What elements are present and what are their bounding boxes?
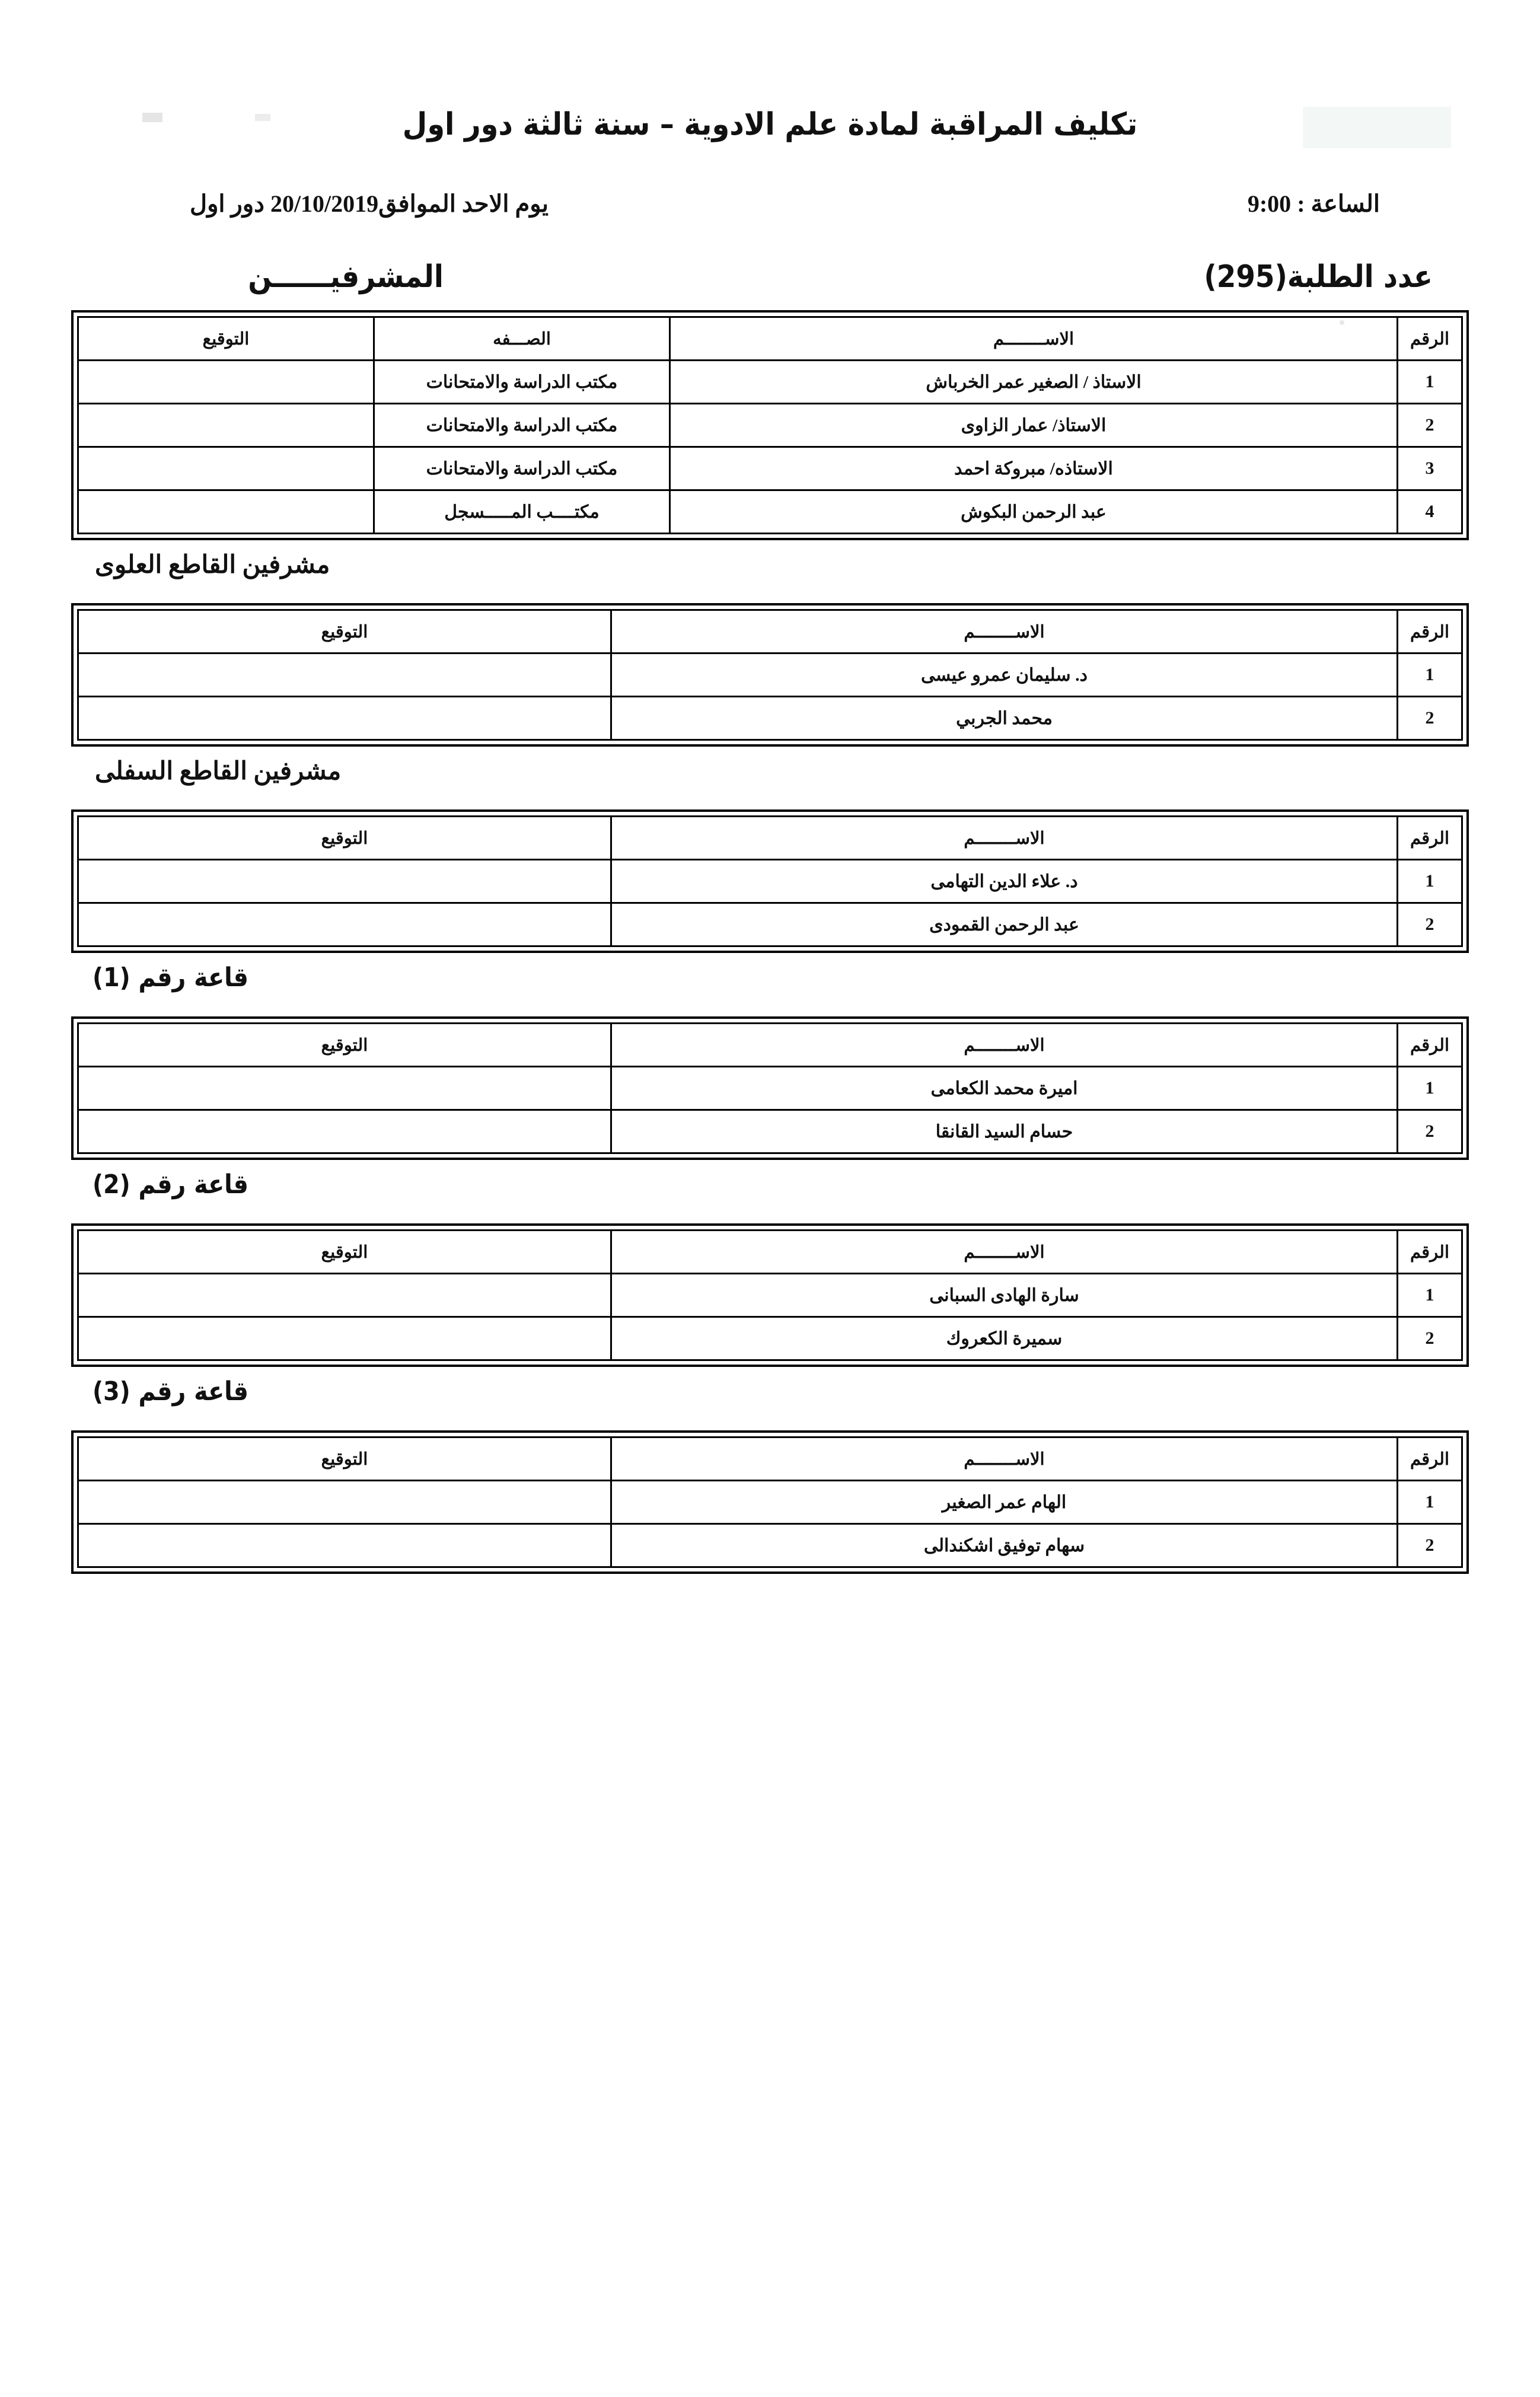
table-block-main-supervisors <box>71 310 1469 579</box>
table-row <box>78 903 1462 946</box>
document-page <box>0 107 1540 2397</box>
cell-signature[interactable] <box>78 1524 611 1567</box>
cell-signature[interactable] <box>78 1274 611 1317</box>
col-header-name: الاســــــــم <box>611 1231 1398 1274</box>
cell-name: عبد الرحمن القمودى <box>611 903 1398 946</box>
section-caption: قاعة رقم (3) <box>93 1376 248 1407</box>
cell-signature[interactable] <box>78 1481 611 1524</box>
table-row <box>78 447 1462 490</box>
cell-number: 4 <box>1398 490 1462 534</box>
assignment-table <box>77 815 1463 947</box>
exam-date-row <box>71 190 1469 218</box>
col-header-signature: التوقيع <box>78 817 611 860</box>
assignment-table <box>77 1436 1463 1568</box>
col-header-number: الرقم <box>1398 1024 1462 1067</box>
table-row <box>78 1481 1462 1524</box>
cell-role: مكتب الدراسة والامتحانات <box>374 361 670 404</box>
table-frame <box>71 603 1469 747</box>
col-header-name: الاســــــــم <box>611 817 1398 860</box>
cell-signature[interactable] <box>78 697 611 740</box>
cell-number: 1 <box>1398 1481 1462 1524</box>
col-header-role: الصـــفه <box>374 317 670 361</box>
assignment-table <box>77 1022 1463 1154</box>
cell-number: 2 <box>1398 404 1462 447</box>
cell-signature[interactable] <box>78 404 374 447</box>
section-caption: قاعة رقم (1) <box>93 962 248 993</box>
cell-number: 1 <box>1398 361 1462 404</box>
cell-number: 1 <box>1398 654 1462 697</box>
cell-name: سميرة الكعروك <box>611 1317 1398 1360</box>
cell-name: اميرة محمد الكعامى <box>611 1067 1398 1110</box>
cell-number: 2 <box>1398 1524 1462 1567</box>
cell-signature[interactable] <box>78 860 611 903</box>
cell-role: مكتب الدراسة والامتحانات <box>374 447 670 490</box>
summary-row <box>71 259 1469 295</box>
page-title: تكليف المراقبة لمادة علم الادوية – سنة ثالثة دور اول <box>402 107 1138 142</box>
supervisors-heading: المشرفيــــــن <box>248 259 444 295</box>
table-header-row <box>78 1231 1462 1274</box>
col-header-signature: التوقيع <box>78 317 374 361</box>
cell-number: 1 <box>1398 860 1462 903</box>
col-header-number: الرقم <box>1398 317 1462 361</box>
cell-number: 1 <box>1398 1274 1462 1317</box>
table-row <box>78 1524 1462 1567</box>
table-block-hall-3 <box>71 1430 1469 1574</box>
cell-name: محمد الجربي <box>611 697 1398 740</box>
cell-name: سهام توفيق اشكندالى <box>611 1524 1398 1567</box>
cell-name: سارة الهادى السبانى <box>611 1274 1398 1317</box>
table-frame <box>71 1223 1469 1367</box>
table-row <box>78 1274 1462 1317</box>
section-caption: قاعة رقم (2) <box>93 1169 248 1200</box>
table-header-row <box>78 317 1462 361</box>
cell-signature[interactable] <box>78 1110 611 1153</box>
table-block-hall-1 <box>71 1016 1469 1200</box>
cell-number: 1 <box>1398 1067 1462 1110</box>
cell-name: الهام عمر الصغير <box>611 1481 1398 1524</box>
cell-name: حسام السيد القانقا <box>611 1110 1398 1153</box>
col-header-name: الاســــــــم <box>611 610 1398 654</box>
table-block-upper-sector <box>71 603 1469 786</box>
table-frame <box>71 310 1469 540</box>
cell-name: د. سليمان عمرو عيسى <box>611 654 1398 697</box>
col-header-signature: التوقيع <box>78 1231 611 1274</box>
table-row <box>78 860 1462 903</box>
cell-number: 2 <box>1398 1110 1462 1153</box>
cell-signature[interactable] <box>78 903 611 946</box>
table-row <box>78 1067 1462 1110</box>
section-caption: مشرفين القاطع السفلى <box>95 758 342 785</box>
cell-role: مكتب الدراسة والامتحانات <box>374 404 670 447</box>
cell-number: 3 <box>1398 447 1462 490</box>
cell-number: 2 <box>1398 903 1462 946</box>
table-row <box>78 404 1462 447</box>
scan-artifact <box>1340 320 1344 325</box>
assignment-table <box>77 316 1463 534</box>
col-header-name: الاســــــــم <box>670 317 1398 361</box>
cell-name: الاستاذ/ عمار الزاوى <box>670 404 1398 447</box>
col-header-number: الرقم <box>1398 1231 1462 1274</box>
table-row <box>78 361 1462 404</box>
tables-container <box>71 310 1469 1574</box>
cell-name: الاستاذ / الصغير عمر الخرباش <box>670 361 1398 404</box>
cell-role: مكتــــب المـــــسجل <box>374 490 670 534</box>
students-count: عدد الطلبة(295) <box>1203 259 1433 295</box>
table-frame <box>71 809 1469 953</box>
table-row <box>78 697 1462 740</box>
col-header-number: الرقم <box>1398 1437 1462 1481</box>
table-header-row <box>78 1024 1462 1067</box>
assignment-table <box>77 1229 1463 1361</box>
table-header-row <box>78 610 1462 654</box>
col-header-name: الاســــــــم <box>611 1437 1398 1481</box>
col-header-signature: التوقيع <box>78 610 611 654</box>
table-block-lower-sector <box>71 809 1469 993</box>
table-block-hall-2 <box>71 1223 1469 1407</box>
table-row <box>78 490 1462 534</box>
cell-signature[interactable] <box>78 361 374 404</box>
cell-signature[interactable] <box>78 490 374 534</box>
table-row <box>78 1110 1462 1153</box>
col-header-number: الرقم <box>1398 817 1462 860</box>
table-header-row <box>78 1437 1462 1481</box>
table-row <box>78 654 1462 697</box>
table-header-row <box>78 817 1462 860</box>
cell-name: عبد الرحمن البكوش <box>670 490 1398 534</box>
cell-signature[interactable] <box>78 1317 611 1360</box>
cell-number: 2 <box>1398 1317 1462 1360</box>
col-header-name: الاســــــــم <box>611 1024 1398 1067</box>
cell-signature[interactable] <box>78 1067 611 1110</box>
cell-number: 2 <box>1398 697 1462 740</box>
exam-day-label: يوم الاحد الموافق20/10/2019 دور اول <box>190 190 549 217</box>
assignment-table <box>77 609 1463 741</box>
cell-name: الاستاذه/ مبروكة احمد <box>670 447 1398 490</box>
col-header-signature: التوقيع <box>78 1024 611 1067</box>
table-frame <box>71 1430 1469 1574</box>
table-frame <box>71 1016 1469 1160</box>
col-header-number: الرقم <box>1398 610 1462 654</box>
col-header-signature: التوقيع <box>78 1437 611 1481</box>
table-row <box>78 1317 1462 1360</box>
cell-signature[interactable] <box>78 447 374 490</box>
cell-signature[interactable] <box>78 654 611 697</box>
cell-name: د. علاء الدين التهامى <box>611 860 1398 903</box>
section-caption: مشرفين القاطع العلوى <box>95 552 330 579</box>
exam-time-label: الساعة : 9:00 <box>1247 190 1380 217</box>
